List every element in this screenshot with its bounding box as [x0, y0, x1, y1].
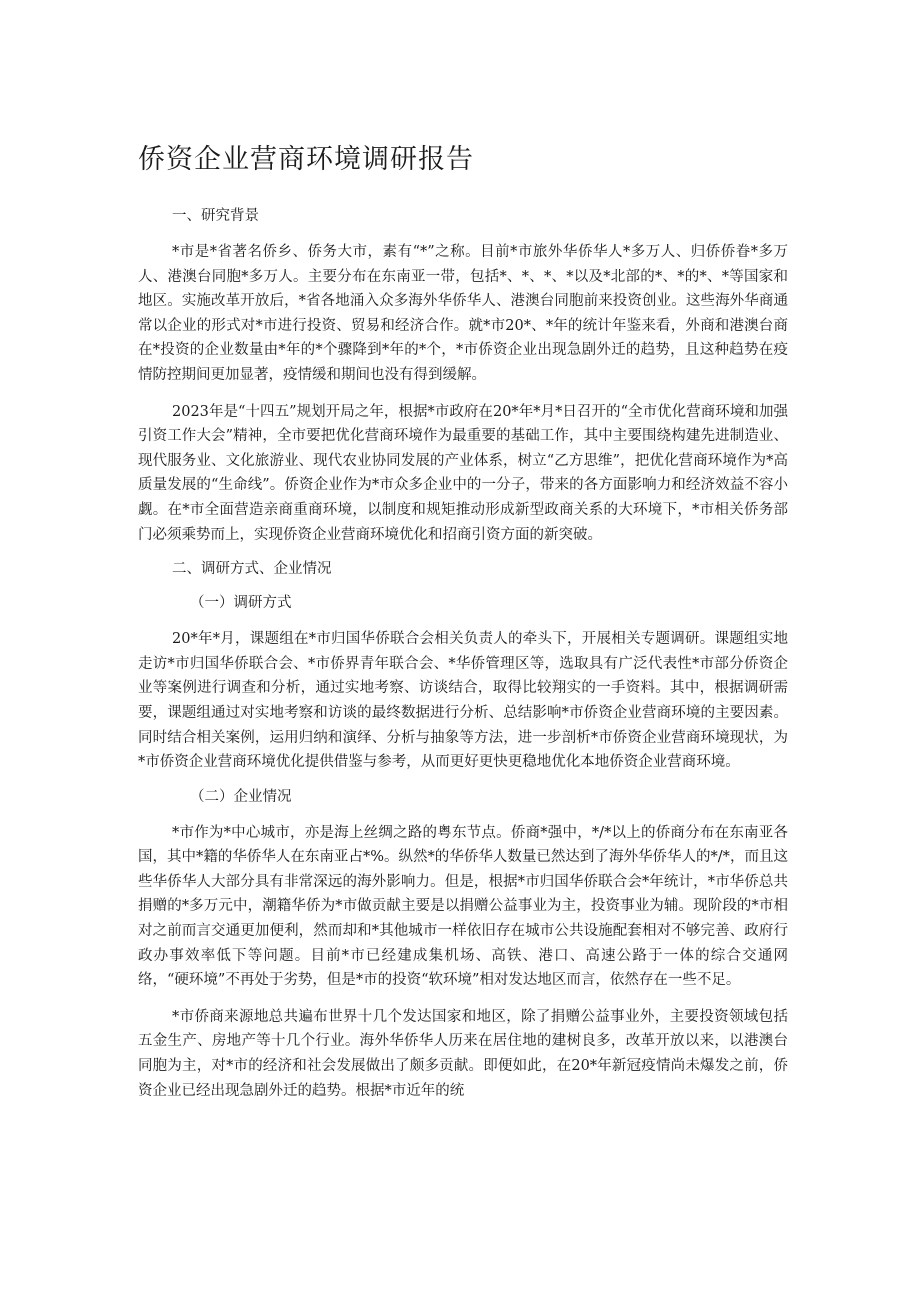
subsection-heading-methods: （一）调研方式: [190, 595, 292, 612]
subsection-heading-enterprises: （二）企业情况: [190, 788, 292, 805]
section-heading-background: 一、研究背景: [172, 208, 259, 224]
paragraph: 20*年*月，课题组在*市归国华侨联合会相关负责人的牵头下，开展相关专题调研。课题组实地走访*市归国华侨联合会、*市侨界青年联合会、*华侨管理区等，选取具有广泛代表性*市部分侨资企业等案例进行调查和分析，通过实地考察、访谈结合，取得比较翔实的一手资料。其中，根据调研需要，课题组通过对实地考察和访谈的最终数据进行分析、总结影响*市侨资企业营商环境的主要因素。同时结合相关案例，运用归纳和演绎、分析与抽象等方法，进一步剖析*市侨资企业营商环境现状，为*市侨资企业营商环境优化提供借鉴与参考，从而更好更快更稳地优化本地侨资企业营商环境。: [138, 631, 788, 771]
section-heading-methods: 二、调研方式、企业情况: [172, 561, 332, 578]
document-page: [138, 140, 788, 1115]
paragraph: *市侨商来源地总共遍布世界十几个发达国家和地区，除了捐赠公益事业外，主要投资领域包括五金生产、房地产等十几个行业。海外华侨华人历来在居住地的建树良多，改革开放以来，以港澳台同胞为主，对*市的经济和社会发展做出了颇多贡献。即便如此，在20*年新冠疫情尚未爆发之前，侨资企业已经出现急剧外迁的趋势。根据*市近年的统: [138, 1008, 788, 1099]
paragraph: *市作为*中心城市，亦是海上丝绸之路的粤东节点。侨商*强中，*/*以上的侨商分布在东南亚各国，其中*籍的华侨华人在东南亚占*%。纵然*的华侨华人数量已然达到了海外华侨华人的*/*，而且这些华侨华人大部分具有非常深远的海外影响力。但是，根据*市归国华侨联合会*年统计，*市华侨总共捐赠的*多万元中，潮籍华侨为*市做贡献主要是以捐赠公益事业为主，投资事业为辅。现阶段的*市相对之前而言交通更加便利，然而却和*其他城市一样依旧存在城市公共设施配套相对不够完善、政府行政办事效率低下等问题。目前*市已经建成集机场、高铁、港口、高速公路于一体的综合交通网络，“硬环境”不再处于劣势，但是*市的投资“软环境”相对发达地区而言，依然存在一些不足。: [138, 824, 788, 989]
paragraph: *市是*省著名侨乡、侨务大市，素有“*”之称。目前*市旅外华侨华人*多万人、归侨侨眷*多万人、港澳台同胞*多万人。主要分布在东南亚一带，包括*、*、*、*以及*北部的*、*的*、*等国家和地区。实施改革开放后，*省各地涌入众多海外华侨华人、港澳台同胞前来投资创业。这些海外华商通常以企业的形式对*市进行投资、贸易和经济合作。就*市20*、*年的统计年鉴来看，外商和港澳台商在*投资的企业数量由*年的*个骤降到*年的*个，*市侨资企业出现急剧外迁的趋势，且这种趋势在疫情防控期间更加显著，疫情缓和期间也没有得到缓解。: [138, 244, 788, 383]
document-title: 侨资企业营商环境调研报告: [138, 144, 474, 175]
paragraph: 2023年是“十四五”规划开局之年，根据*市政府在20*年*月*日召开的“全市优化营商环境和加强引资工作大会”精神，全市要把优化营商环境作为最重要的基础工作，其中主要围绕构建先进制造业、现代服务业、文化旅游业、现代农业协同发展的产业体系，树立“乙方思维”，把优化营商环境作为*高质量发展的“生命线”。侨资企业作为*市众多企业中的一分子，带来的各方面影响力和经济效益不容小觑。在*市全面营造亲商重商环境，以制度和规矩推动形成新型政商关系的大环境下，*市相关侨务部门必须乘势而上，实现侨资企业营商环境优化和招商引资方面的新突破。: [138, 403, 788, 543]
